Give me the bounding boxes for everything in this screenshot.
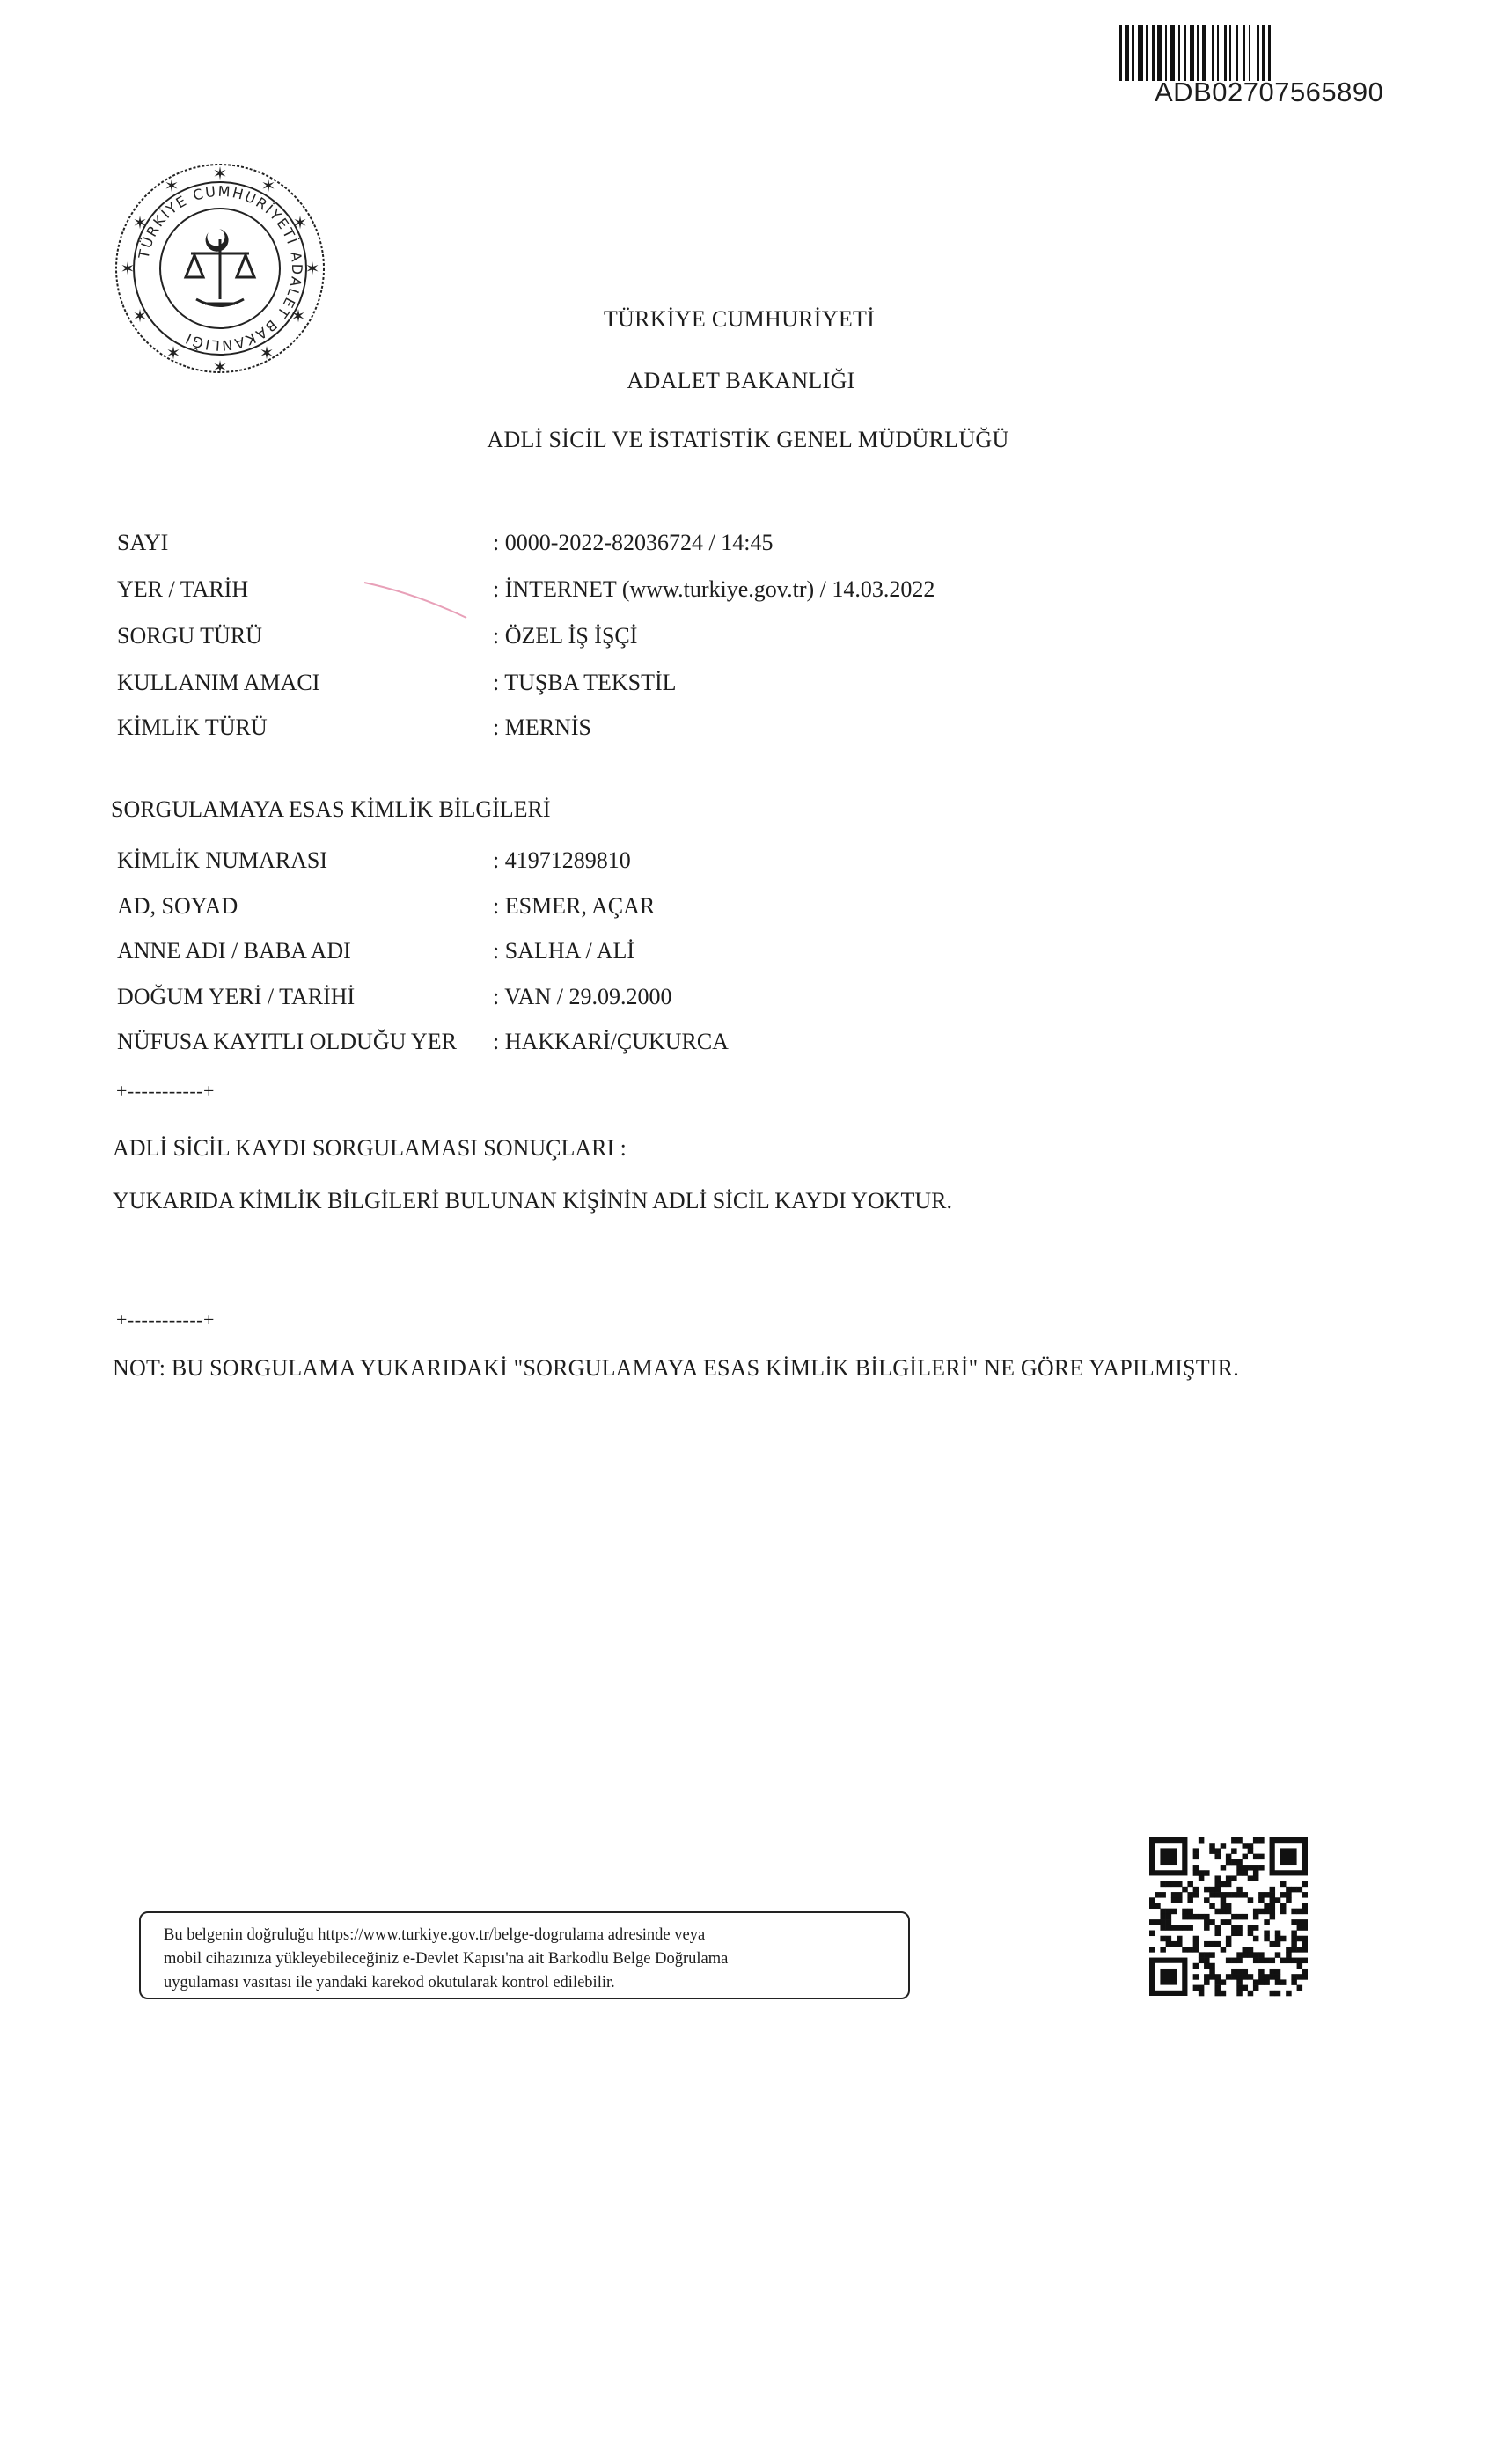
svg-text:✶: ✶: [132, 305, 148, 326]
barcode-number: ADB02707565890: [1155, 77, 1384, 107]
info-value: : MERNİS: [493, 715, 591, 740]
info-label: SORGU TÜRÜ: [117, 623, 262, 649]
svg-text:✶: ✶: [212, 163, 228, 184]
separator-top: +-----------+: [116, 1080, 215, 1102]
svg-text:✶: ✶: [165, 342, 181, 363]
qr-code: [1149, 1837, 1308, 2005]
svg-text:✶: ✶: [164, 175, 180, 196]
info-value: : ÖZEL İŞ İŞÇİ: [493, 623, 638, 649]
seal-emblem: [110, 158, 330, 378]
identity-value: : VAN / 29.09.2000: [493, 984, 672, 1009]
header-line-2: ADALET BAKANLIĞI: [627, 368, 855, 393]
separator-bottom: +-----------+: [116, 1309, 215, 1331]
identity-label: DOĞUM YERİ / TARİHİ: [117, 984, 356, 1009]
svg-text:TÜRKİYE CUMHURİYETİ ADALET BAK: TÜRKİYE CUMHURİYETİ ADALET BAKANLIĞI: [135, 182, 306, 355]
svg-text:✶: ✶: [132, 212, 148, 233]
info-label: SAYI: [117, 530, 169, 555]
verification-line-3: uygulaması vasıtası ile yandaki karekod okutularak kontrol edilebilir.: [164, 1974, 615, 1991]
identity-section-title: SORGULAMAYA ESAS KİMLİK BİLGİLERİ: [111, 796, 551, 822]
identity-label: ANNE ADI / BABA ADI: [117, 938, 351, 964]
note-text: NOT: BU SORGULAMA YUKARIDAKİ "SORGULAMAYA ESAS KİMLİK BİLGİLERİ" NE GÖRE YAPILMIŞTIR.: [113, 1355, 1239, 1381]
verification-box: [139, 1911, 910, 1999]
identity-value: : 41971289810: [493, 847, 631, 873]
barcode-bars: [1119, 25, 1419, 81]
result-text: YUKARIDA KİMLİK BİLGİLERİ BULUNAN KİŞİNİN ADLİ SİCİL KAYDI YOKTUR.: [113, 1188, 952, 1214]
header-line-1: TÜRKİYE CUMHURİYETİ: [603, 306, 876, 332]
identity-value: : ESMER, AÇAR: [493, 893, 656, 919]
header-line-3: ADLİ SİCİL VE İSTATİSTİK GENEL MÜDÜRLÜĞÜ: [487, 427, 1009, 452]
pen-mark: [363, 579, 486, 632]
svg-text:✶: ✶: [260, 175, 276, 196]
identity-value: : HAKKARİ/ÇUKURCA: [493, 1029, 729, 1054]
svg-text:✶: ✶: [304, 258, 320, 279]
verification-line-1: Bu belgenin doğruluğu https://www.turkiye.gov.tr/belge-dogrulama adresinde veya: [164, 1926, 706, 1944]
info-label: YER / TARİH: [117, 576, 249, 602]
barcode: [1119, 25, 1419, 107]
info-value: : TUŞBA TEKSTİL: [493, 670, 677, 695]
info-label: KİMLİK TÜRÜ: [117, 715, 268, 740]
info-label: KULLANIM AMACI: [117, 670, 320, 695]
svg-text:✶: ✶: [212, 356, 228, 378]
result-title: ADLİ SİCİL KAYDI SORGULAMASI SONUÇLARI :: [113, 1135, 627, 1161]
ministry-seal: [110, 158, 330, 378]
identity-label: KİMLİK NUMARASI: [117, 847, 328, 873]
info-value: : İNTERNET (www.turkiye.gov.tr) / 14.03.2022: [493, 576, 935, 602]
verification-line-2: mobil cihazınıza yükleyebileceğiniz e-Devlet Kapısı'na ait Barkodlu Belge Doğrulama: [164, 1950, 729, 1968]
identity-label: AD, SOYAD: [117, 893, 238, 919]
identity-label: NÜFUSA KAYITLI OLDUĞU YER: [117, 1029, 457, 1054]
svg-text:✶: ✶: [120, 258, 136, 279]
svg-text:✶: ✶: [290, 305, 306, 326]
info-value: : 0000-2022-82036724 / 14:45: [493, 530, 774, 555]
identity-value: : SALHA / ALİ: [493, 938, 635, 964]
svg-text:✶: ✶: [292, 212, 308, 233]
svg-text:✶: ✶: [259, 342, 275, 363]
